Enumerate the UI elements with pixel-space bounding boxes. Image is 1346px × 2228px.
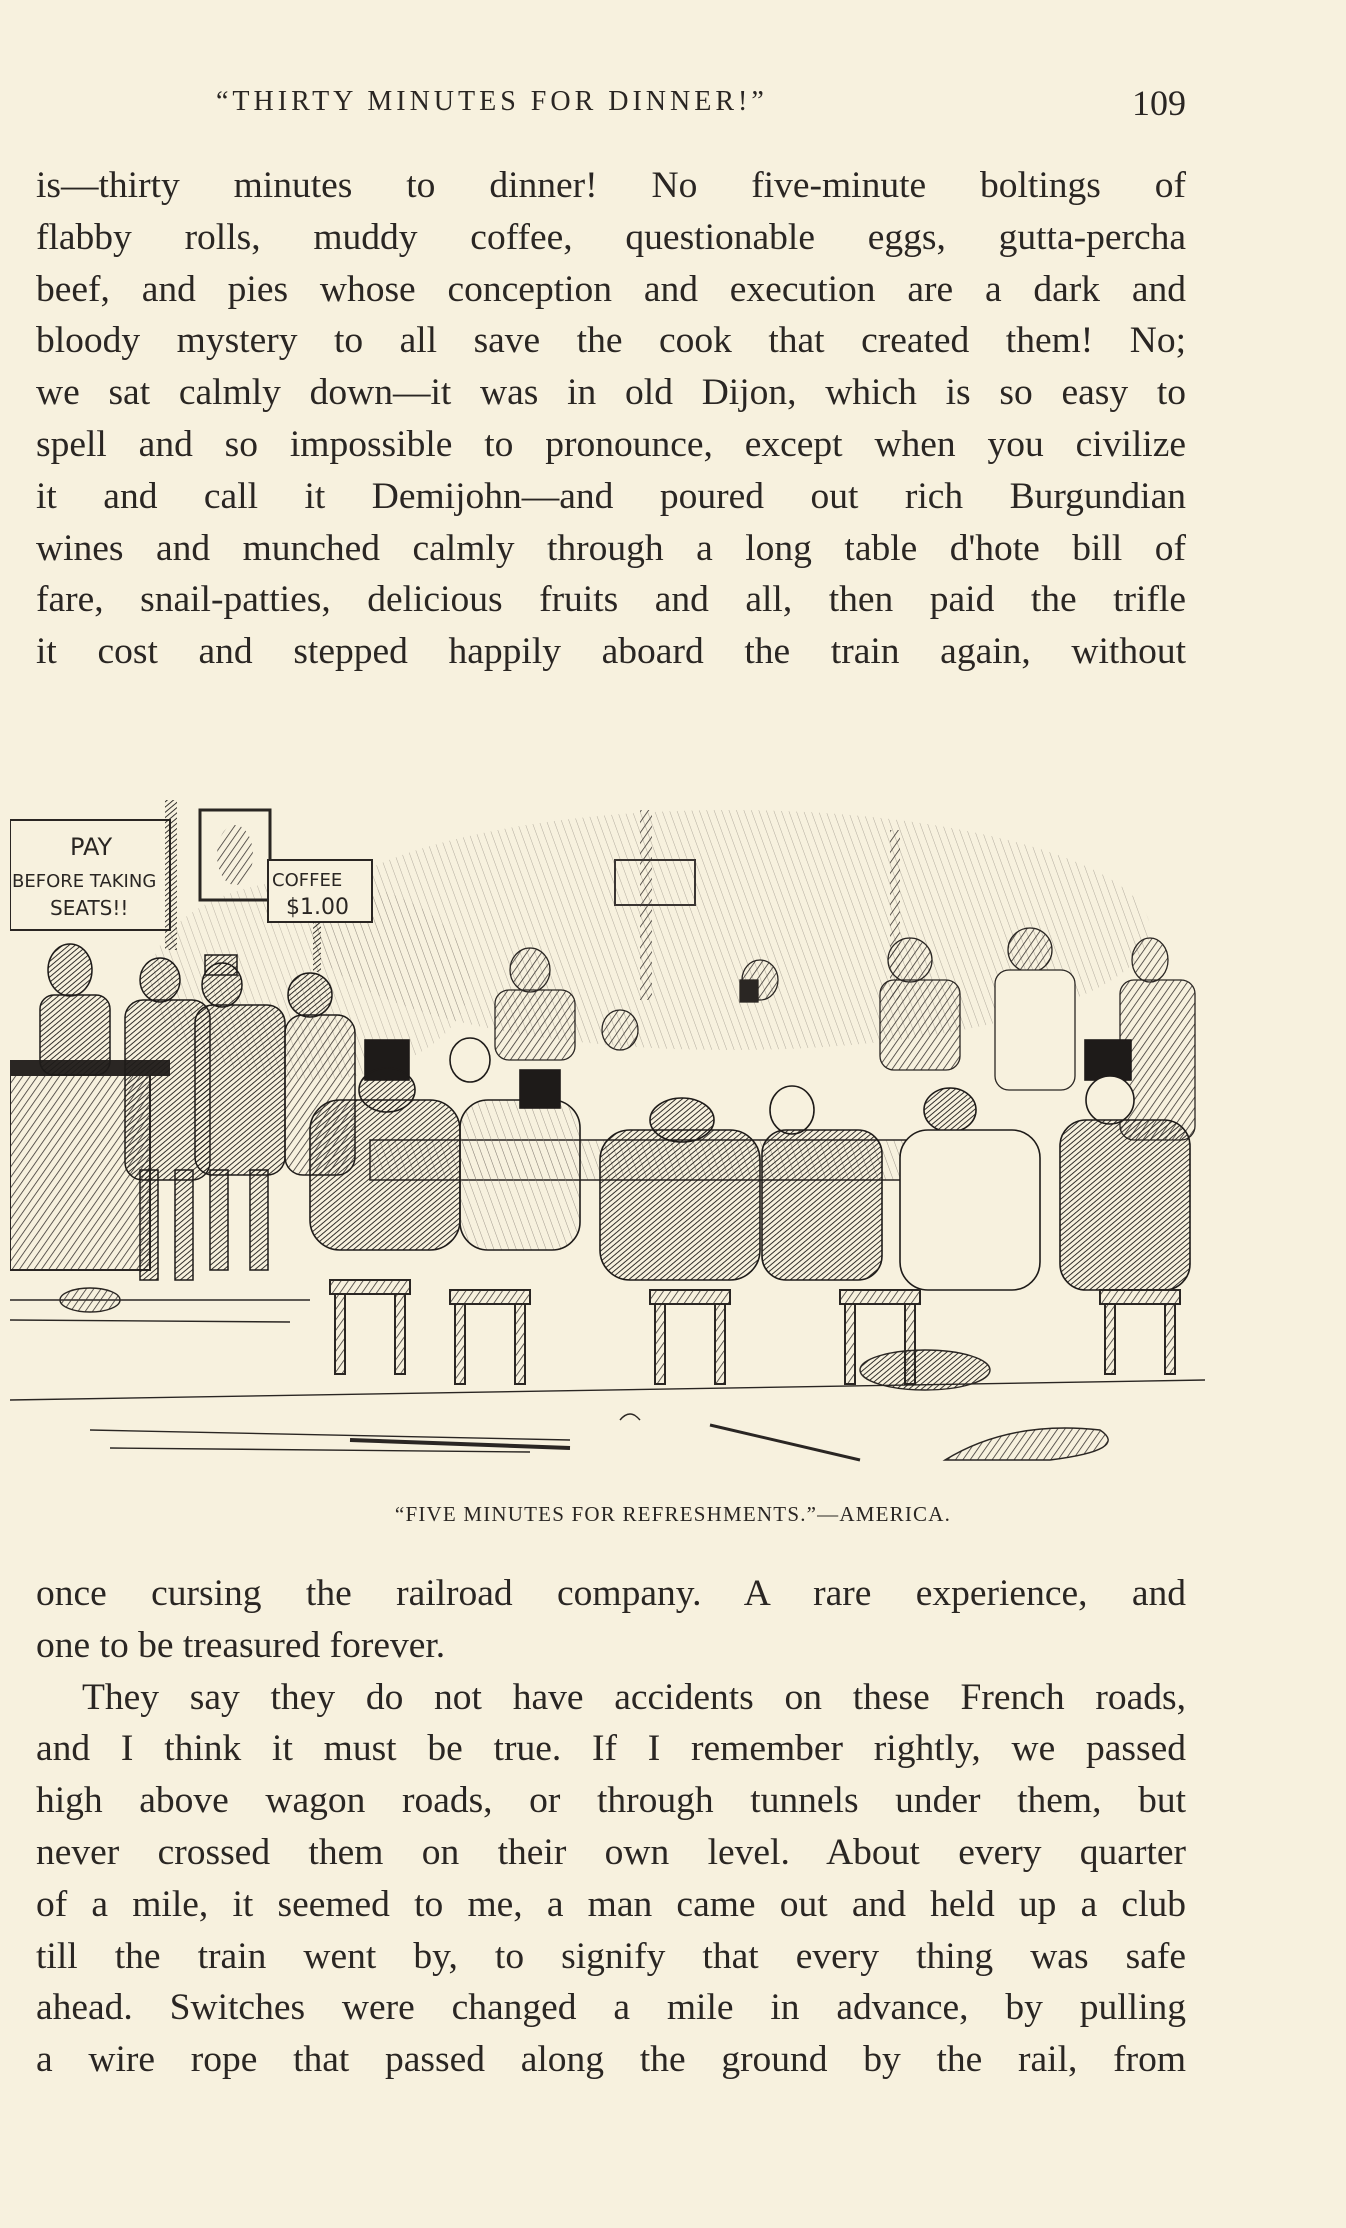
- text-line: is—thirty minutes to dinner! No five-minute boltings of: [36, 165, 1186, 206]
- text-line: never crossed them on their own level. About every quarter: [36, 1831, 1186, 1873]
- text-line: it cost and stepped happily aboard the train again, without: [36, 631, 1186, 673]
- running-head: “THIRTY MINUTES FOR DINNER!”: [216, 86, 768, 117]
- engraving-illustration: [10, 780, 1205, 1482]
- text-line: of a mile, it seemed to me, a man came out and held up a club: [36, 1883, 1186, 1925]
- text-line: They say they do not have accidents on these French roads,: [82, 1676, 1186, 1718]
- page-header: [36, 82, 1186, 128]
- text-line: fare, snail-patties, delicious fruits and all, then paid the trifle: [36, 579, 1186, 621]
- pay-sign: [10, 800, 177, 950]
- text-line: spell and so impossible to pronounce, except when you civilize: [36, 423, 1186, 465]
- text-line: wines and munched calmly through a long table d'hote bill of: [36, 527, 1186, 569]
- text-line: we sat calmly down—it was in old Dijon, which is so easy to: [36, 372, 1186, 414]
- pay-sign-line: BEFORE TAKING: [12, 871, 157, 892]
- page-number: 109: [1132, 83, 1186, 123]
- text-line: and I think it must be true. If I remember rightly, we passed: [36, 1728, 1186, 1770]
- text-line: ahead. Switches were changed a mile in advance, by pulling: [36, 1987, 1186, 2029]
- body-text-top: [36, 160, 1186, 678]
- text-line: high above wagon roads, or through tunnels under them, but: [36, 1780, 1186, 1822]
- text-line: beef, and pies whose conception and execution are a dark and: [36, 268, 1186, 310]
- text-line: once cursing the railroad company. A rare experience, and: [36, 1573, 1186, 1614]
- text-line: till the train went by, to signify that every thing was safe: [36, 1935, 1186, 1977]
- coffee-sign-line: $1.00: [286, 895, 349, 920]
- illustration-caption: “FIVE MINUTES FOR REFRESHMENTS.”—AMERICA.: [394, 1502, 952, 1526]
- text-line: one to be treasured forever.: [36, 1624, 446, 1666]
- body-text-bottom: [36, 1568, 1186, 2086]
- text-line: bloody mystery to all save the cook that created them! No;: [36, 320, 1186, 362]
- text-line: it and call it Demijohn—and poured out rich Burgundian: [36, 475, 1186, 517]
- pay-sign-line: PAY: [70, 833, 113, 861]
- text-line: a wire rope that passed along the ground by the rail, from: [36, 2039, 1186, 2081]
- text-line: flabby rolls, muddy coffee, questionable eggs, gutta-percha: [36, 216, 1186, 258]
- pay-sign-line: SEATS!!: [50, 896, 129, 920]
- coffee-sign-line: COFFEE: [272, 870, 343, 891]
